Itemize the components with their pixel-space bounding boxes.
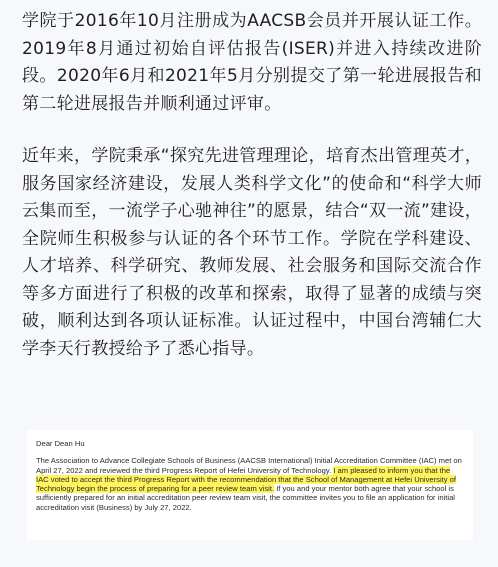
letter-greeting: Dear Dean Hu [36,439,85,448]
letter-highlighted-text: I am pleased to inform you that the IAC voted to accept the third Progress Report with the recommendation that the School of Management at Hefei University of Technology begin the process of preparing for a peer review team visit. [36,465,456,494]
article-body [22,8,482,363]
letter-text-before: The Association to Advance Collegiate Schools of Business (AACSB International) Initial Accreditation Committee (IAC) met on April 27, 2022 and reviewed the third Progress Report of Hefei University of Technology. [36,456,462,475]
article-paragraph-2: 近年来，学院秉承“探究先进管理理论，培育杰出管理英才，服务国家经济建设，发展人类科学文化”的使命和“科学大师云集而至，一流学子心驰神往”的愿景，结合“双一流”建设，全院师生积极参与认证的各个环节工作。学院在学科建设、人才培养、科学研究、教师发展、社会服务和国际交流合作等多方面进行了积极的改革和探索，取得了显著的成绩与突破，顺利达到各项认证标准。认证过程中，中国台湾辅仁大学李天行教授给予了悉心指导。 [22,146,482,359]
letter-text-after: If you and your mentor both agree that your school is sufficiently prepared for an initial accreditation peer review team visit, the committee invites you to file an application for initial accreditation visit (Business) by July 27, 2022. [36,484,455,512]
letter-screenshot [27,430,473,540]
letter-body [36,456,464,512]
article-paragraph-1: 学院于2016年10月注册成为AACSB会员并开展认证工作。2019年8月通过初始自评估报告(ISER)并进入持续改进阶段。2020年6月和2021年5月分别提交了第一轮进展报告和第二轮进展报告并顺利通过评审。 [22,11,482,114]
